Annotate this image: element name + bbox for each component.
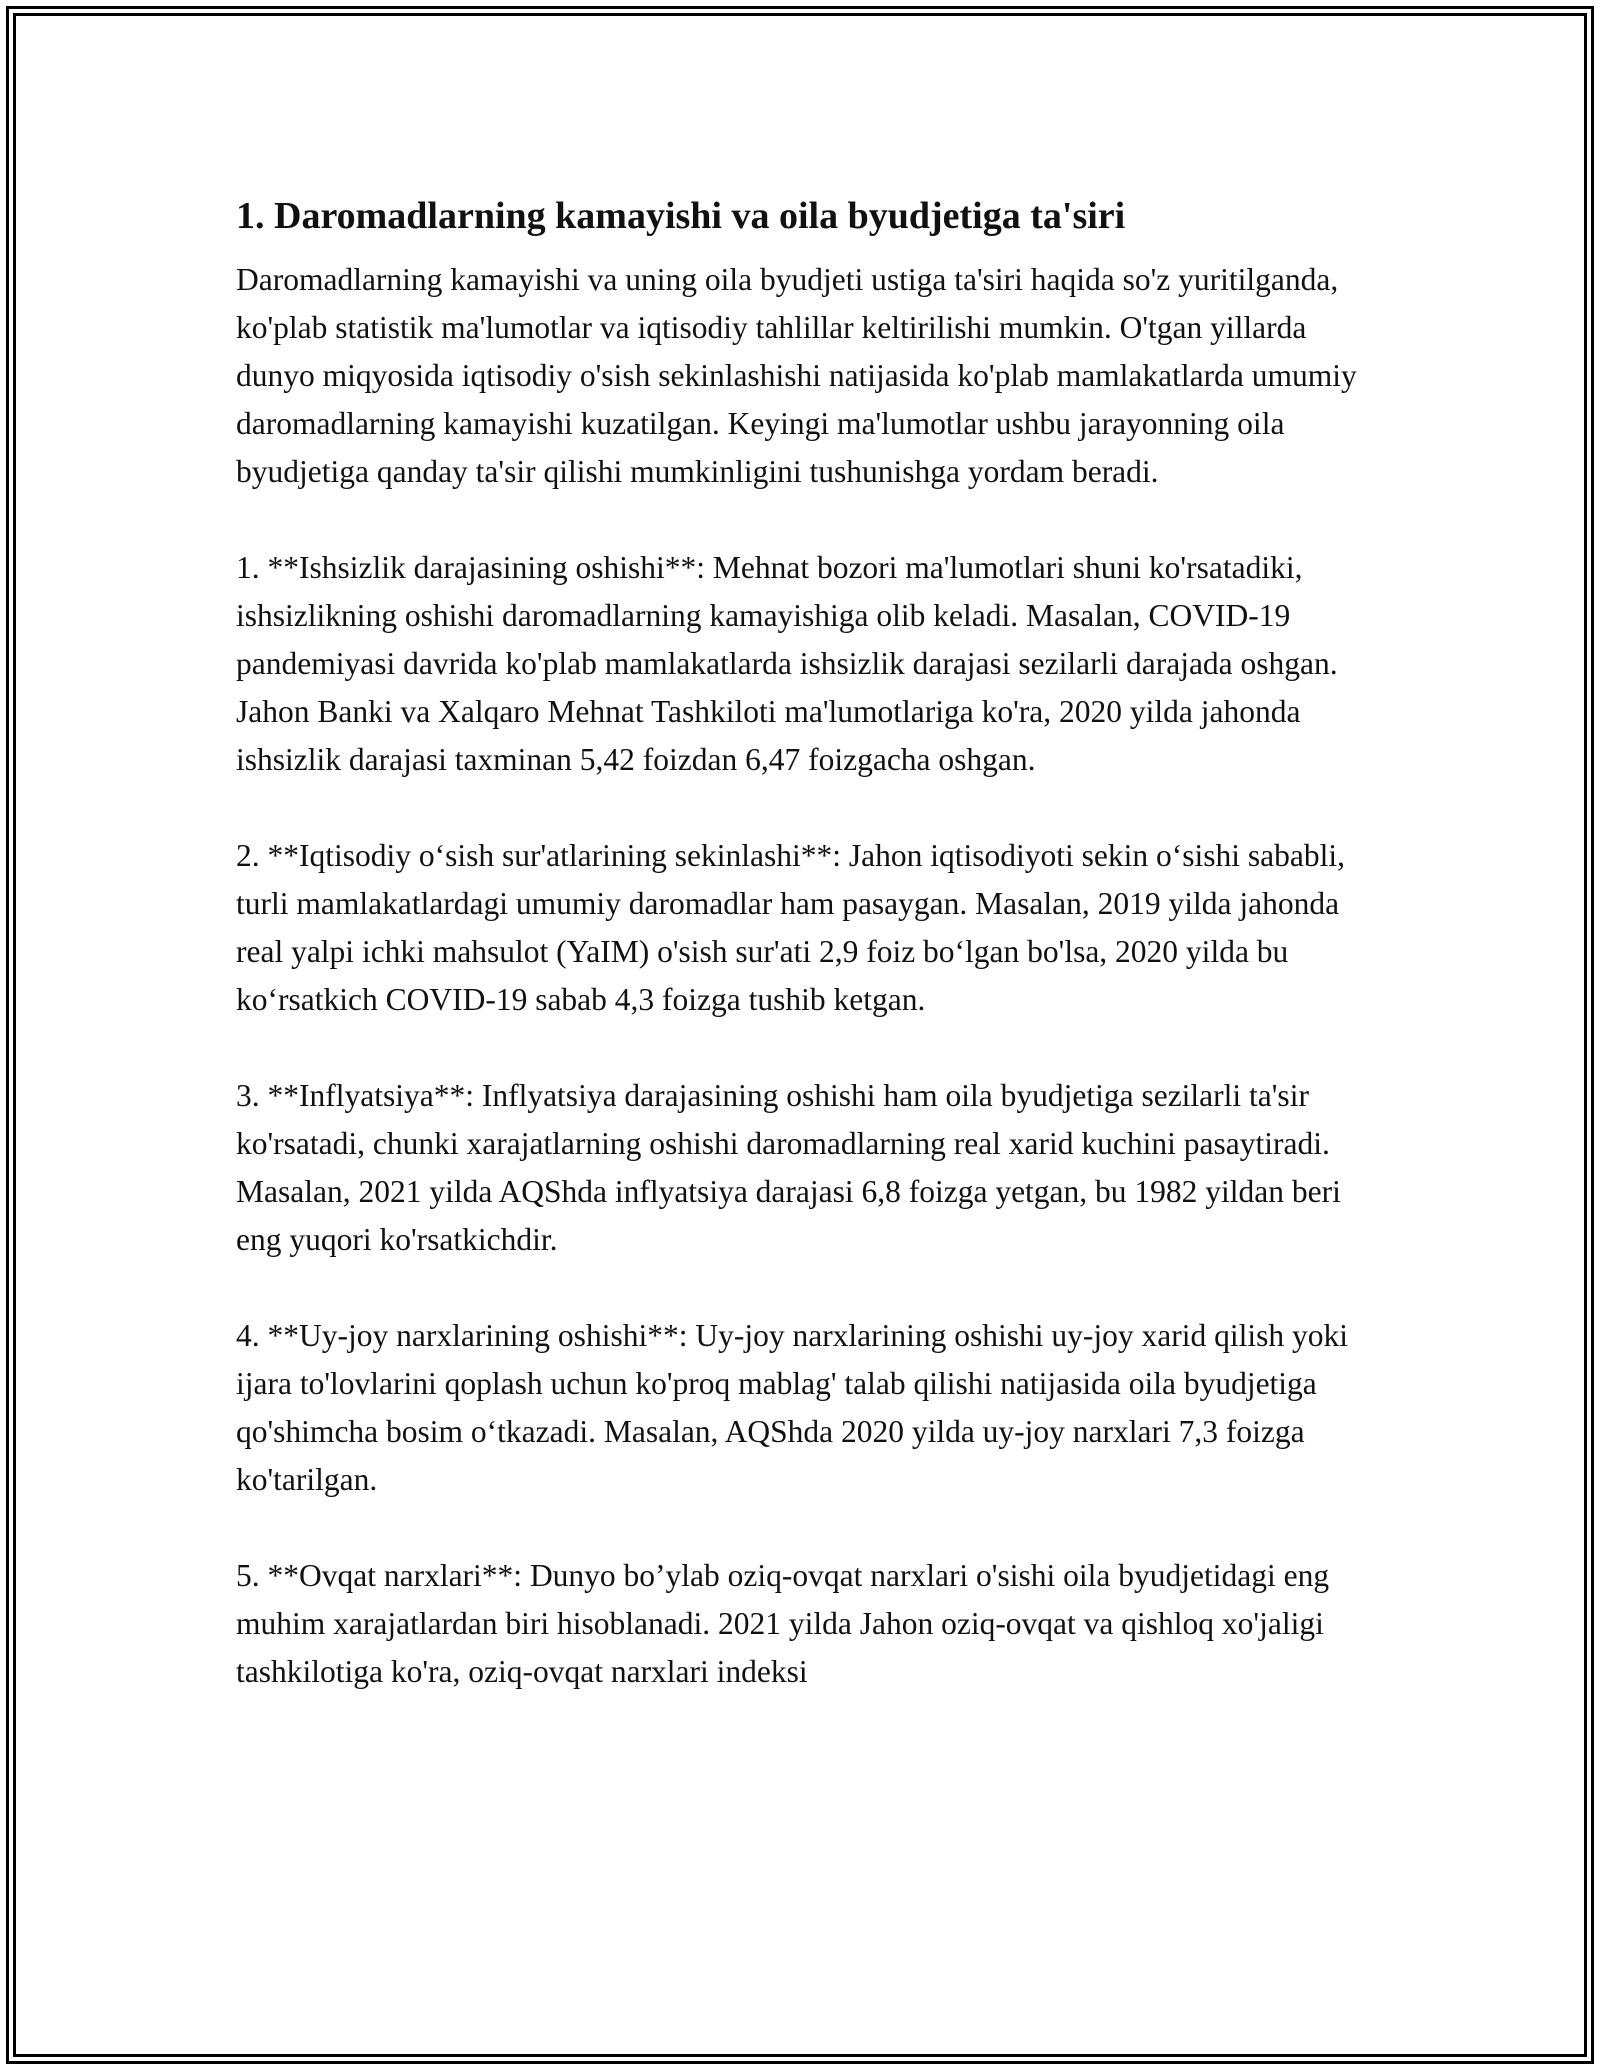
list-item-title: **Inflyatsiya**: <box>267 1078 474 1113</box>
section-heading: 1. Daromadlarning kamayishi va oila byudjetiga ta'siri <box>236 195 1126 237</box>
list-item-text: Uy-joy narxlarining oshishi uy-joy xarid qilish yoki ijara to'lovlarini qoplash uchun ko'proq mablag' talab qilishi natijasida oila byudjetiga qo'shimcha bosim o‘tkazadi. Masalan, AQShda 2020 yilda uy-joy narxlari 7,3 foizga ko'tarilgan. <box>236 1318 1349 1497</box>
document-body <box>236 188 1376 1744</box>
list-item-text: Mehnat bozori ma'lumotlari shuni ko'rsatadiki, ishsizlikning oshishi daromadlarning kamayishiga olib keladi. Masalan, COVID-19 pandemiyasi davrida ko'plab mamlakatlarda ishsizlik darajasi sezilarli darajada oshgan. Jahon Banki va Xalqaro Mehnat Tashkiloti ma'lumotlariga ko'ra, 2020 yilda jahonda ishsizlik darajasi taxminan 5,42 foizdan 6,47 foizgacha oshgan. <box>236 550 1338 777</box>
list-item-1 <box>236 544 1376 784</box>
list-item-title: **Ishsizlik darajasining oshishi**: <box>267 550 705 585</box>
list-item-title: **Ovqat narxlari**: <box>267 1558 523 1593</box>
list-item-number: 2. <box>236 838 260 873</box>
list-item-2 <box>236 832 1376 1024</box>
intro-paragraph: Daromadlarning kamayishi va uning oila byudjeti ustiga ta'siri haqida so'z yuritilganda, ko'plab statistik ma'lumotlar va iqtisodiy tahlillar keltirilishi mumkin. O'tgan yillarda dunyo miqyosida iqtisodiy o'sish sekinlashishi natijasida ko'plab mamlakatlarda umumiy daromadlarning kamayishi kuzatilgan. Keyingi ma'lumotlar ushbu jarayonning oila byudjetiga qanday ta'sir qilishi mumkinligini tushunishga yordam beradi. <box>236 262 1357 489</box>
list-item-number: 5. <box>236 1558 260 1593</box>
list-item-text: Jahon iqtisodiyoti sekin o‘sishi sababli, turli mamlakatlardagi umumiy daromadlar ham pasaygan. Masalan, 2019 yilda jahonda real yalpi ichki mahsulot (YaIM) o'sish sur'ati 2,9 foiz bo‘lgan bo'lsa, 2020 yilda bu ko‘rsatkich COVID-19 sabab 4,3 foizga tushib ketgan. <box>236 838 1346 1017</box>
list-item-3 <box>236 1072 1376 1264</box>
list-item-number: 4. <box>236 1318 260 1353</box>
list-item-text: Dunyo bo’ylab oziq-ovqat narxlari o'sishi oila byudjetidagi eng muhim xarajatlardan biri hisoblanadi. 2021 yilda Jahon oziq-ovqat va qishloq xo'jaligi tashkilotiga ko'ra, oziq-ovqat narxlari indeksi <box>236 1558 1330 1689</box>
list-item-5 <box>236 1552 1376 1696</box>
list-item-title: **Iqtisodiy o‘sish sur'atlarining sekinlashi**: <box>267 838 842 873</box>
list-item-title: **Uy-joy narxlarining oshishi**: <box>267 1318 688 1353</box>
list-item-text: Inflyatsiya darajasining oshishi ham oila byudjetiga sezilarli ta'sir ko'rsatadi, chunki xarajatlarning oshishi daromadlarning real xarid kuchini pasaytiradi. Masalan, 2021 yilda AQShda inflyatsiya darajasi 6,8 foizga yetgan, bu 1982 yildan beri eng yuqori ko'rsatkichdir. <box>236 1078 1341 1257</box>
list-item-number: 3. <box>236 1078 260 1113</box>
list-item-4 <box>236 1312 1376 1504</box>
list-item-number: 1. <box>236 550 260 585</box>
